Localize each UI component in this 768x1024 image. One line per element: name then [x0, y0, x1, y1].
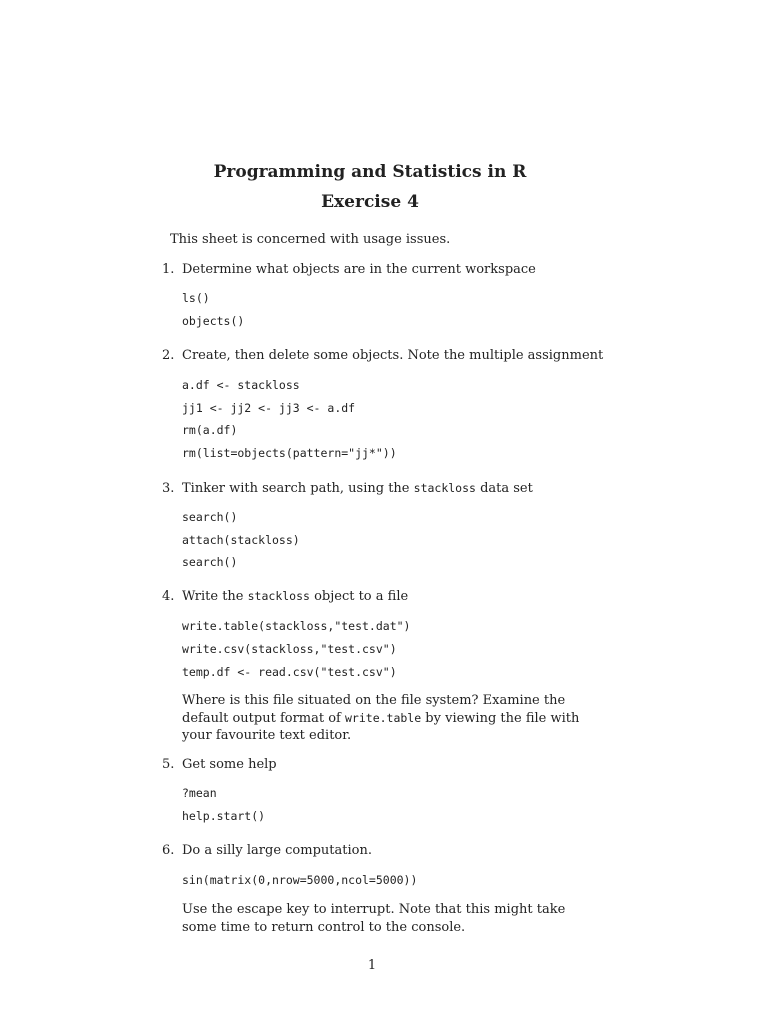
code-line: ls() — [182, 291, 210, 305]
item-text: Create, then delete some objects. Note the multiple assignment — [182, 348, 604, 363]
item-text: Do a silly large computation. — [182, 843, 372, 858]
item-text: Tinker with search path, using the stackloss data set — [182, 481, 533, 496]
code-line: temp.df <- read.csv("test.csv") — [182, 665, 397, 679]
item-note: Use the escape key to interrupt. Note that this might take some time to return control to the console. — [182, 902, 566, 935]
exercise-subtitle: Exercise 4 — [321, 192, 419, 212]
item-number: 5. — [162, 757, 175, 772]
code-line: rm(a.df) — [182, 423, 238, 437]
code-line: help.start() — [182, 809, 266, 823]
intro-text: This sheet is concerned with usage issues. — [170, 232, 451, 247]
item-text: Get some help — [182, 757, 277, 772]
item-number: 2. — [162, 348, 175, 363]
code-line: write.csv(stackloss,"test.csv") — [182, 642, 397, 656]
code-line: write.table(stackloss,"test.dat") — [182, 619, 411, 633]
item-note: Where is this file situated on the file system? Examine the default output format of write.table by viewing the file with your favourite text editor. — [182, 693, 580, 743]
document-title: Programming and Statistics in R — [213, 162, 527, 182]
code-line: attach(stackloss) — [182, 533, 300, 547]
inline-code: stackloss — [247, 589, 310, 603]
code-line: search() — [182, 555, 238, 569]
code-line: sin(matrix(0,nrow=5000,ncol=5000)) — [182, 873, 418, 887]
code-line: jj1 <- jj2 <- jj3 <- a.df — [182, 401, 356, 415]
code-line: search() — [182, 510, 238, 524]
inline-code: stackloss — [413, 481, 476, 495]
code-line: ?mean — [182, 786, 217, 800]
item-number: 1. — [162, 262, 175, 277]
item-text: Determine what objects are in the current workspace — [182, 262, 536, 277]
inline-code: write.table — [345, 710, 422, 725]
item-number: 3. — [162, 481, 175, 496]
item-number: 6. — [162, 843, 175, 858]
code-line: a.df <- stackloss — [182, 378, 300, 392]
code-line: objects() — [182, 314, 245, 328]
code-line: rm(list=objects(pattern="jj*")) — [182, 446, 397, 460]
item-text: Write the stackloss object to a file — [182, 589, 409, 604]
page-number: 1 — [367, 958, 377, 973]
item-number: 4. — [162, 589, 175, 604]
